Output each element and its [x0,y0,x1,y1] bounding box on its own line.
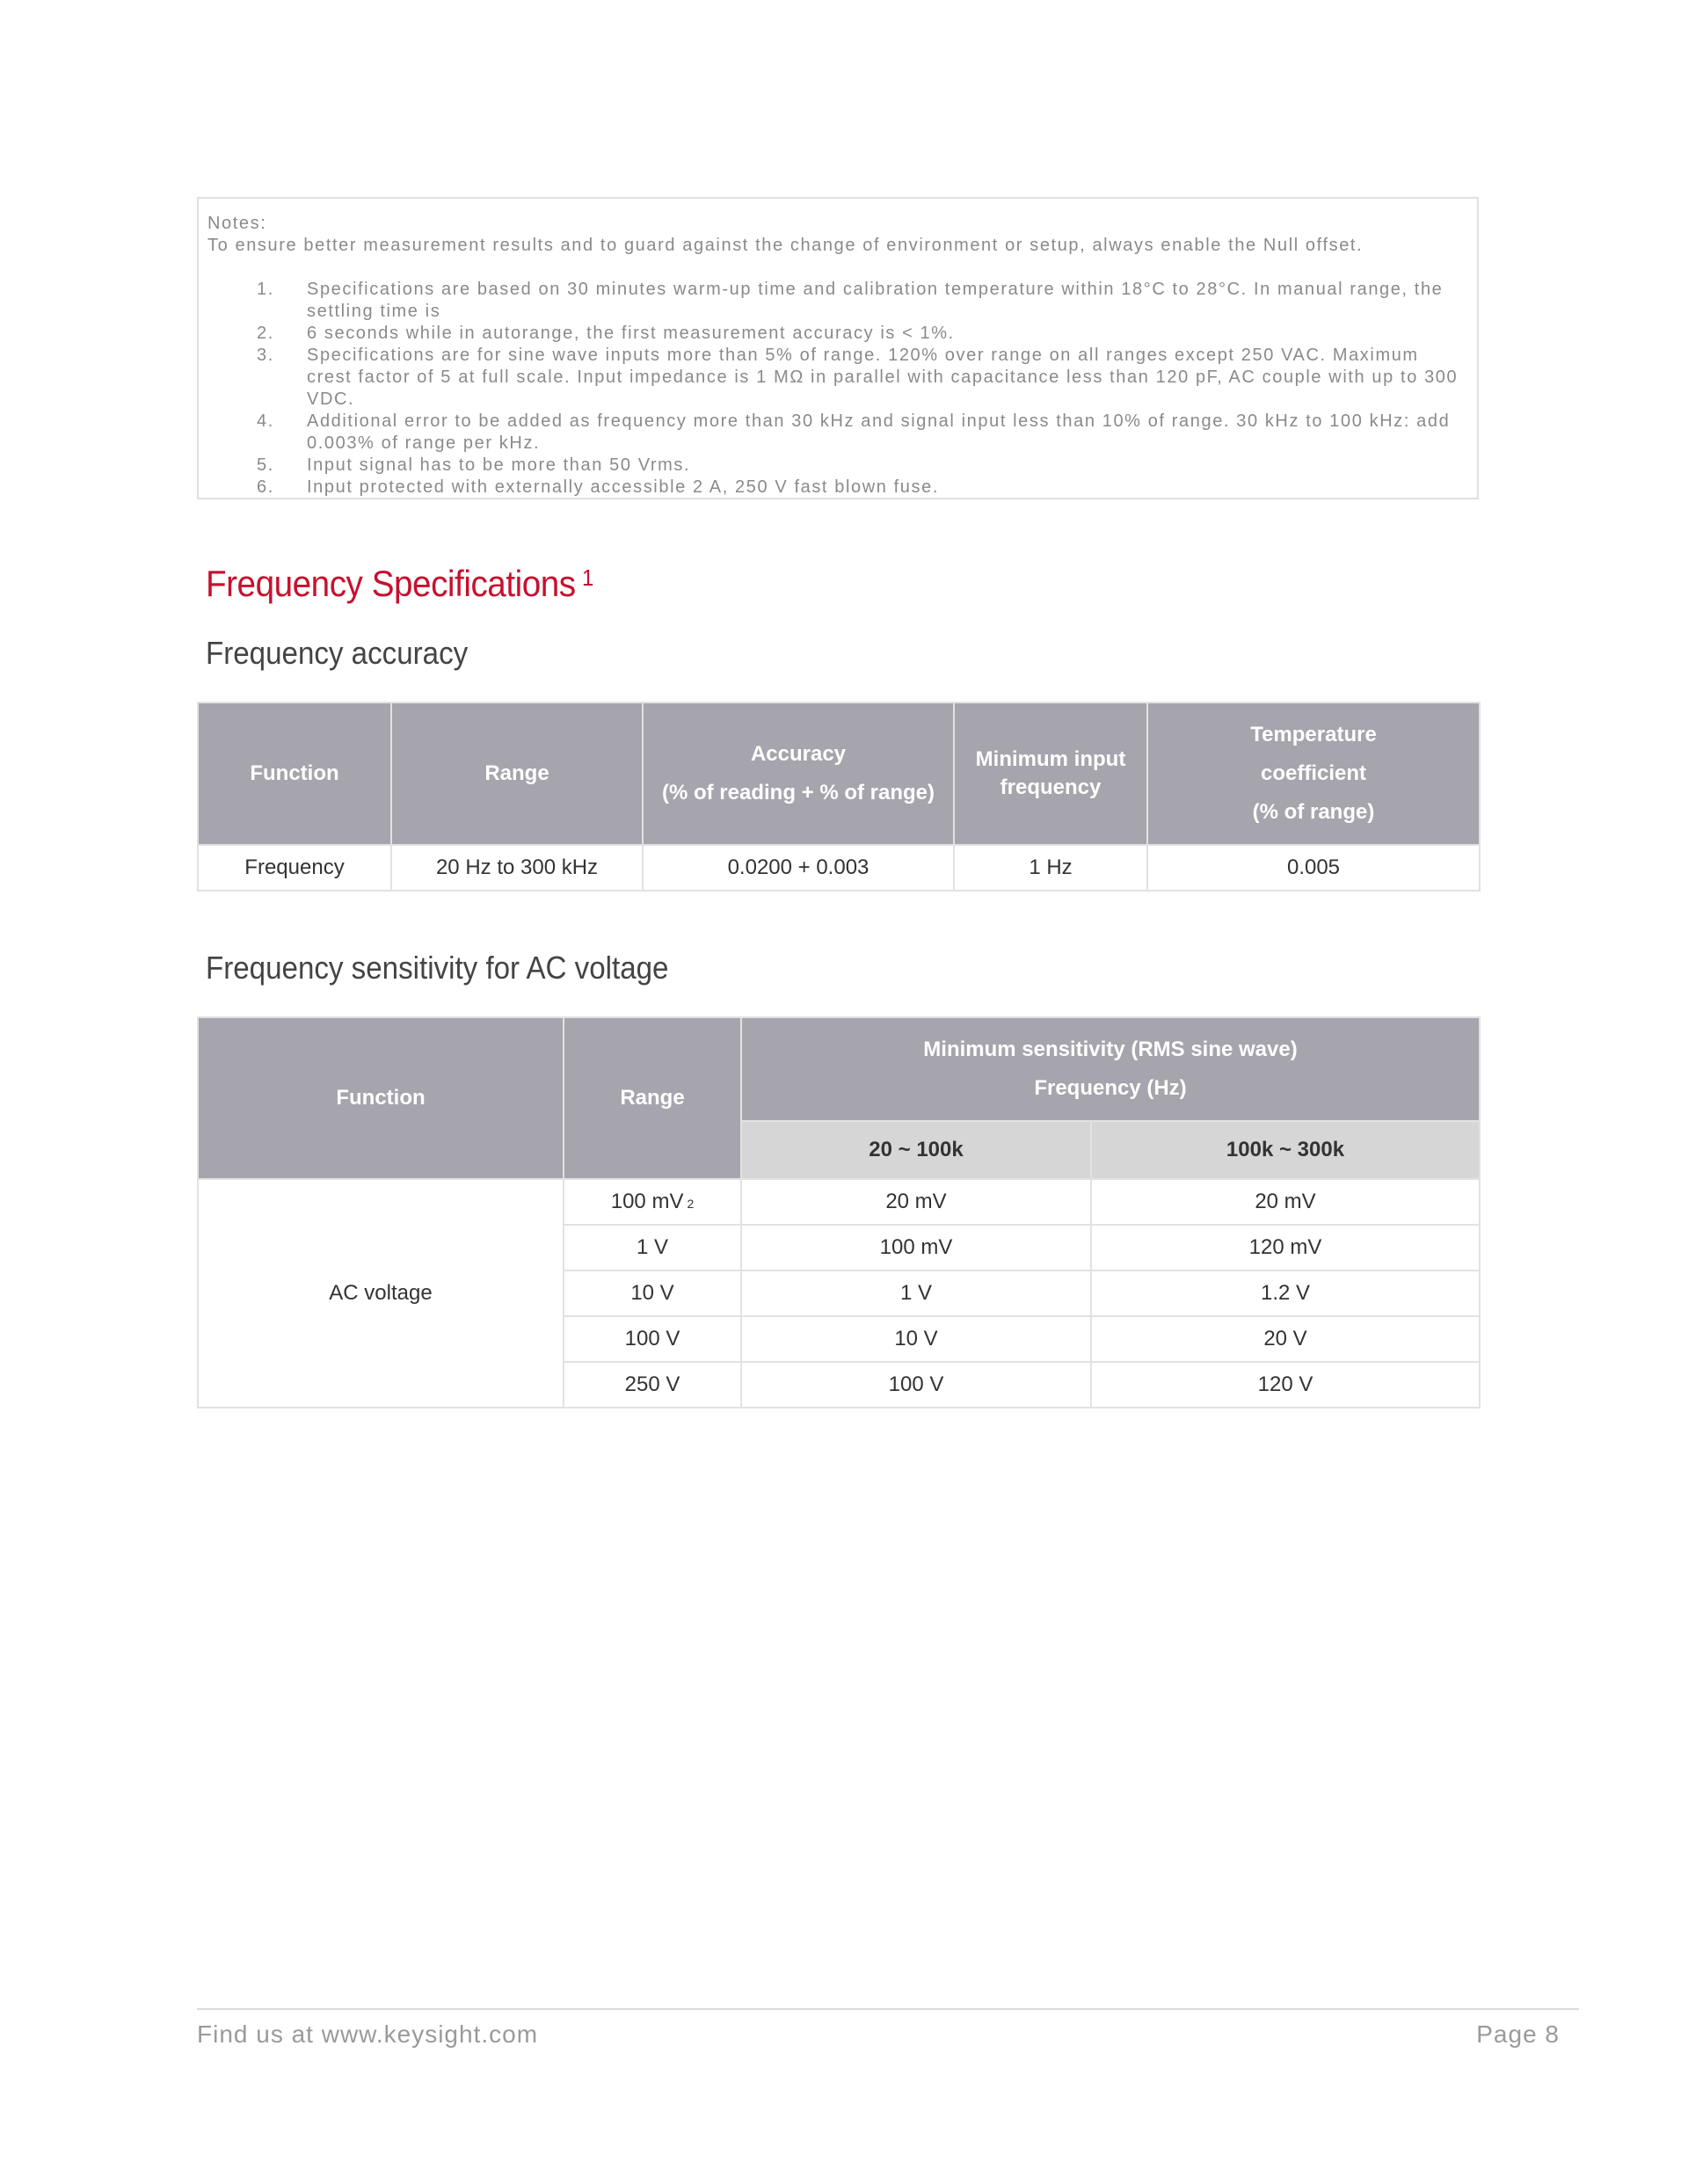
cell-band1: 100 V [741,1362,1091,1408]
cell-range: 10 V [564,1270,741,1316]
notes-title: Notes: [207,214,267,233]
cell-band2: 1.2 V [1091,1270,1480,1316]
range-footnote: 2 [687,1197,695,1211]
cell-min-input: 1 Hz [954,845,1147,891]
note-text: Specifications are based on 30 minutes warm-up time and calibration temperature within 18°C to 28°C. In manual range, the settling time is [307,280,1444,321]
cell-range: 1 V [564,1225,741,1270]
cell-range: 100 V [564,1316,741,1362]
cell-band1: 100 mV [741,1225,1091,1270]
cell-range-value: 100 mV [610,1190,684,1213]
header-band-100k-300k: 100k ~ 300k [1091,1121,1480,1179]
header-temp-line3: (% of range) [1252,800,1375,824]
cell-band1: 10 V [741,1316,1091,1362]
notes-intro: To ensure better measurement results and to guard against the change of environment or setup, always enable the Null offset. [207,236,1364,255]
table-row [198,845,1480,891]
cell-band2: 120 V [1091,1362,1480,1408]
footer-website[interactable]: Find us at www.keysight.com [197,2020,539,2048]
note-number: 4. [257,411,274,431]
sensitivity-table [197,1016,1481,1409]
cell-band2: 120 mV [1091,1225,1480,1270]
cell-range: 20 Hz to 300 kHz [391,845,643,891]
section-title-text: Frequency Specifications [206,563,576,604]
cell-temp: 0.005 [1147,845,1480,891]
header-accuracy-line1: Accuracy [750,742,847,766]
cell-function: AC voltage [198,1179,564,1408]
note-text: Input signal has to be more than 50 Vrms. [307,455,691,475]
cell-accuracy: 0.0200 + 0.003 [643,845,954,891]
header-min-sensitivity [741,1017,1480,1121]
header-function: Function [198,703,391,845]
header-min-input [954,703,1147,845]
header-min-input-line2: frequency [1000,775,1102,799]
notes-box [197,197,1479,499]
note-number: 1. [257,280,274,299]
header-min-sensitivity-line2: Frequency (Hz) [1034,1076,1187,1100]
header-range: Range [391,703,643,845]
note-item [207,477,1468,499]
cell-range: 250 V [564,1362,741,1408]
notes-list [207,279,1468,499]
header-min-sensitivity-line1: Minimum sensitivity (RMS sine wave) [923,1037,1298,1061]
header-min-input-line1: Minimum input [975,747,1126,771]
note-text: Additional error to be added as frequency more than 30 kHz and signal input less than 10% of range. 30 kHz to 100 kHz: add 0.003% of range per kHz. [307,411,1451,453]
note-text: Specifications are for sine wave inputs more than 5% of range. 120% over range on all ranges except 250 VAC. Maximum crest factor of 5 at full scale. Input impedance is 1 MΩ in parallel with capacitance less than 120 pF, AC couple with up to 300 VDC. [307,346,1459,409]
note-item [207,323,1468,345]
footer-page-number: Page 8 [1476,2020,1560,2048]
footer-divider [197,2008,1579,2010]
accuracy-heading: Frequency accuracy [206,635,469,671]
note-number: 2. [257,324,274,343]
cell-range [564,1179,741,1225]
note-number: 6. [257,477,274,497]
cell-band2: 20 V [1091,1316,1480,1362]
note-number: 3. [257,346,274,365]
note-item [207,279,1468,323]
note-text: 6 seconds while in autorange, the first measurement accuracy is < 1%. [307,324,955,343]
cell-band2: 20 mV [1091,1179,1480,1225]
section-footnote: 1 [582,564,593,591]
header-temp-line1: Temperature [1250,723,1377,746]
note-item [207,411,1468,455]
note-text: Input protected with externally accessible 2 A, 250 V fast blown fuse. [307,477,940,497]
header-function: Function [198,1017,564,1179]
accuracy-header-row [198,703,1480,845]
cell-band1: 1 V [741,1270,1091,1316]
note-number: 5. [257,455,274,475]
header-band-20-100k: 20 ~ 100k [741,1121,1091,1179]
sensitivity-header-row [198,1017,1480,1121]
accuracy-table [197,702,1481,892]
sensitivity-heading: Frequency sensitivity for AC voltage [206,950,669,986]
cell-function: Frequency [198,845,391,891]
cell-band1: 20 mV [741,1179,1091,1225]
note-item [207,455,1468,477]
table-row [198,1179,1480,1225]
header-range: Range [564,1017,741,1179]
header-accuracy-line2: (% of reading + % of range) [661,781,935,804]
header-temp-coefficient [1147,703,1480,845]
header-temp-line2: coefficient [1260,761,1367,785]
note-item [207,345,1468,411]
header-accuracy [643,703,954,845]
section-title [206,563,593,605]
